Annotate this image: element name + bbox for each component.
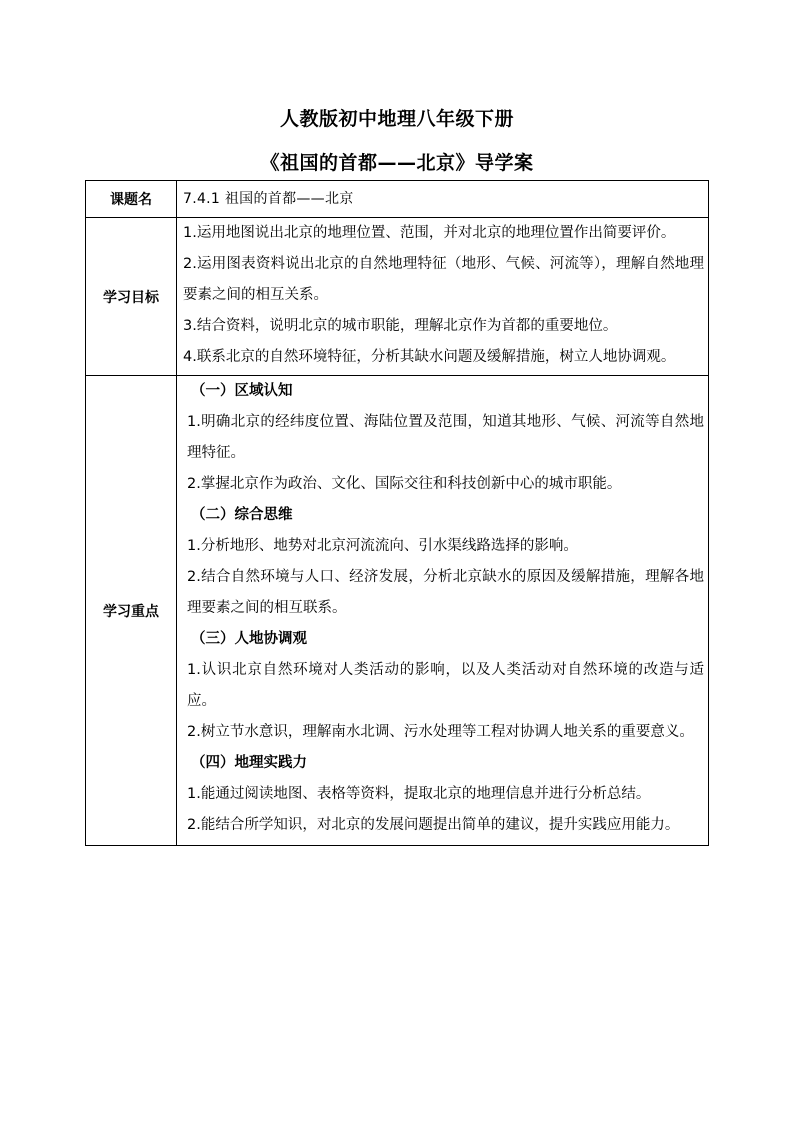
focus-cell: [177, 376, 709, 846]
focus-row: [86, 376, 709, 846]
goal-item: 3.结合资料，说明北京的城市职能，理解北京作为首都的重要地位。: [183, 318, 618, 334]
focus-item: 1.认识北京自然环境对人类活动的影响，以及人类活动对自然环境的改造与适应。: [187, 662, 704, 709]
guide-table: [85, 180, 709, 846]
section-heading: （三）人地协调观: [191, 631, 307, 647]
topic-cell: [177, 181, 709, 218]
document-title: 人教版初中地理八年级下册: [279, 108, 514, 130]
topic-row: [86, 181, 709, 218]
focus-item: 2.掌握北京作为政治、文化、国际交往和科技创新中心的城市职能。: [187, 476, 622, 492]
focus-item: 2.能结合所学知识，对北京的发展问题提出简单的建议，提升实践应用能力。: [187, 817, 680, 833]
goal-item: 2.运用图表资料说出北京的自然地理特征（地形、气候、河流等），理解自然地理要素之间的相互关系。: [183, 256, 704, 303]
section-heading: （二）综合思维: [191, 507, 293, 523]
focus-label: 学习重点: [86, 376, 177, 846]
topic-value: 7.4.1 祖国的首都——北京: [183, 191, 354, 207]
goals-cell: [177, 218, 709, 376]
focus-item: 2.结合自然环境与人口、经济发展，分析北京缺水的原因及缓解措施，理解各地理要素之间的相互联系。: [187, 569, 704, 616]
topic-label: 课题名: [86, 181, 177, 218]
focus-item: 1.分析地形、地势对北京河流流向、引水渠线路选择的影响。: [187, 538, 578, 554]
section-heading: （一）区域认知: [191, 383, 293, 399]
document-subtitle: 《祖国的首都——北京》导学案: [260, 152, 534, 174]
goals-label: 学习目标: [86, 218, 177, 376]
goals-row: [86, 218, 709, 376]
focus-item: 1.能通过阅读地图、表格等资料，提取北京的地理信息并进行分析总结。: [187, 786, 651, 802]
goal-item: 4.联系北京的自然环境特征，分析其缺水问题及缓解措施，树立人地协调观。: [183, 349, 676, 365]
goal-item: 1.运用地图说出北京的地理位置、范围，并对北京的地理位置作出简要评价。: [183, 225, 676, 241]
focus-item: 1.明确北京的经纬度位置、海陆位置及范围，知道其地形、气候、河流等自然地理特征。: [187, 414, 704, 461]
focus-item: 2.树立节水意识，理解南水北调、污水处理等工程对协调人地关系的重要意义。: [187, 724, 694, 740]
section-heading: （四）地理实践力: [191, 755, 307, 771]
